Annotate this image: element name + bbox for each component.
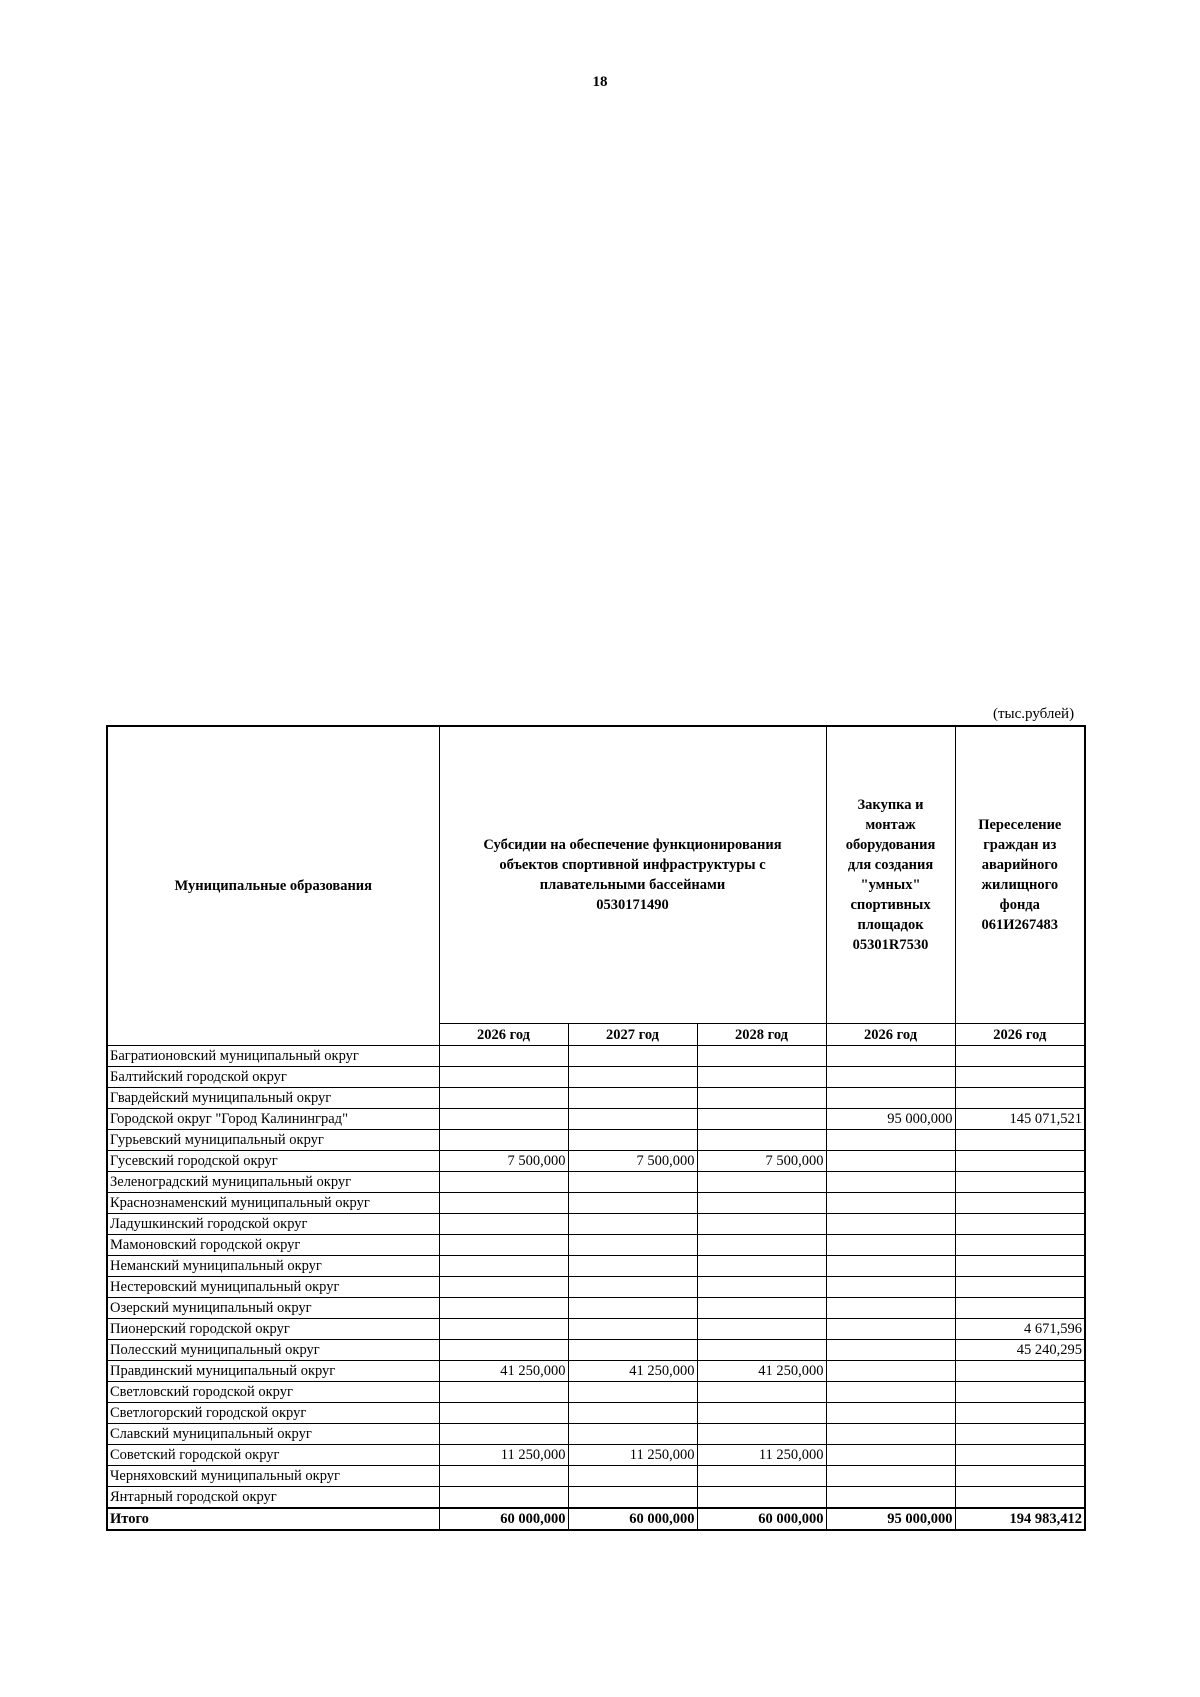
value-cell xyxy=(826,1319,955,1340)
table-row xyxy=(107,1046,1085,1067)
municipality-name: Зеленоградский муниципальный округ xyxy=(107,1172,439,1193)
table-row xyxy=(107,1403,1085,1424)
value-cell xyxy=(826,1046,955,1067)
page-number: 18 xyxy=(592,74,608,90)
table-row xyxy=(107,1109,1085,1130)
value-cell xyxy=(697,1130,826,1151)
value-cell xyxy=(697,1487,826,1509)
value-cell xyxy=(439,1046,568,1067)
municipality-name: Гурьевский муниципальный округ xyxy=(107,1130,439,1151)
value-cell xyxy=(697,1046,826,1067)
municipality-name: Неманский муниципальный округ xyxy=(107,1256,439,1277)
table-row xyxy=(107,1382,1085,1403)
municipality-name: Правдинский муниципальный округ xyxy=(107,1361,439,1382)
value-cell xyxy=(955,1361,1085,1382)
total-row xyxy=(107,1508,1085,1530)
value-cell xyxy=(955,1424,1085,1445)
value-cell xyxy=(568,1424,697,1445)
value-cell xyxy=(439,1298,568,1319)
value-cell xyxy=(568,1067,697,1088)
table-row xyxy=(107,1277,1085,1298)
municipality-name: Озерский муниципальный округ xyxy=(107,1298,439,1319)
value-cell xyxy=(826,1172,955,1193)
value-cell xyxy=(697,1424,826,1445)
value-cell xyxy=(826,1256,955,1277)
value-cell: 4 671,596 xyxy=(955,1319,1085,1340)
value-cell xyxy=(955,1214,1085,1235)
table-row xyxy=(107,1487,1085,1509)
value-cell: 95 000,000 xyxy=(826,1109,955,1130)
table-row xyxy=(107,1424,1085,1445)
table-row xyxy=(107,1151,1085,1172)
value-cell xyxy=(439,1130,568,1151)
value-cell xyxy=(826,1403,955,1424)
municipality-name: Советский городской округ xyxy=(107,1445,439,1466)
value-cell xyxy=(697,1256,826,1277)
value-cell xyxy=(568,1277,697,1298)
value-cell xyxy=(826,1382,955,1403)
value-cell xyxy=(568,1487,697,1509)
value-cell xyxy=(955,1172,1085,1193)
total-value-cell: 60 000,000 xyxy=(697,1508,826,1530)
value-cell xyxy=(568,1088,697,1109)
total-value-cell: 60 000,000 xyxy=(568,1508,697,1530)
table-row xyxy=(107,1235,1085,1256)
value-cell xyxy=(955,1487,1085,1509)
value-cell xyxy=(826,1487,955,1509)
value-cell xyxy=(568,1382,697,1403)
value-cell xyxy=(826,1445,955,1466)
value-cell xyxy=(568,1046,697,1067)
value-cell xyxy=(568,1109,697,1130)
value-cell xyxy=(439,1088,568,1109)
value-cell: 11 250,000 xyxy=(439,1445,568,1466)
header-subsidy-pools: Субсидии на обеспечение функционирования объектов спортивной инфраструктуры с плавательными бассейнами 0530171490 xyxy=(439,726,826,1024)
total-value-cell: 95 000,000 xyxy=(826,1508,955,1530)
value-cell xyxy=(955,1067,1085,1088)
value-cell xyxy=(955,1130,1085,1151)
value-cell xyxy=(439,1340,568,1361)
value-cell xyxy=(826,1130,955,1151)
value-cell xyxy=(568,1214,697,1235)
value-cell xyxy=(568,1403,697,1424)
value-cell xyxy=(568,1256,697,1277)
municipality-name: Балтийский городской округ xyxy=(107,1067,439,1088)
value-cell xyxy=(439,1382,568,1403)
header-year: 2027 год xyxy=(568,1024,697,1046)
table-row xyxy=(107,1067,1085,1088)
value-cell xyxy=(439,1172,568,1193)
value-cell xyxy=(826,1214,955,1235)
value-cell xyxy=(826,1466,955,1487)
value-cell xyxy=(697,1172,826,1193)
municipality-name: Светловский городской округ xyxy=(107,1382,439,1403)
value-cell xyxy=(955,1403,1085,1424)
value-cell xyxy=(697,1277,826,1298)
value-cell: 41 250,000 xyxy=(568,1361,697,1382)
value-cell xyxy=(568,1340,697,1361)
value-cell xyxy=(826,1088,955,1109)
value-cell: 11 250,000 xyxy=(697,1445,826,1466)
value-cell xyxy=(568,1172,697,1193)
value-cell xyxy=(568,1130,697,1151)
table-row xyxy=(107,1256,1085,1277)
value-cell xyxy=(697,1088,826,1109)
value-cell xyxy=(439,1214,568,1235)
value-cell xyxy=(826,1424,955,1445)
value-cell xyxy=(955,1193,1085,1214)
budget-table xyxy=(106,725,1086,1531)
value-cell xyxy=(697,1109,826,1130)
value-cell xyxy=(955,1088,1085,1109)
value-cell xyxy=(439,1487,568,1509)
municipality-name: Нестеровский муниципальный округ xyxy=(107,1277,439,1298)
municipality-name: Гвардейский муниципальный округ xyxy=(107,1088,439,1109)
municipality-name: Полесский муниципальный округ xyxy=(107,1340,439,1361)
value-cell xyxy=(439,1424,568,1445)
value-cell: 7 500,000 xyxy=(697,1151,826,1172)
municipality-name: Городской округ "Город Калининград" xyxy=(107,1109,439,1130)
municipality-name: Пионерский городской округ xyxy=(107,1319,439,1340)
header-resettlement: Переселение граждан из аварийного жилищного фонда 061И267483 xyxy=(955,726,1085,1024)
value-cell xyxy=(955,1235,1085,1256)
total-value-cell: 194 983,412 xyxy=(955,1508,1085,1530)
value-cell xyxy=(439,1193,568,1214)
value-cell xyxy=(955,1046,1085,1067)
value-cell xyxy=(697,1298,826,1319)
table-row xyxy=(107,1319,1085,1340)
header-smart-sites: Закупка и монтаж оборудования для создания "умных" спортивных площадок 05301R7530 xyxy=(826,726,955,1024)
municipality-name: Янтарный городской округ xyxy=(107,1487,439,1509)
table-row xyxy=(107,1298,1085,1319)
value-cell xyxy=(955,1151,1085,1172)
table-row xyxy=(107,1361,1085,1382)
value-cell xyxy=(826,1151,955,1172)
value-cell xyxy=(826,1067,955,1088)
header-year: 2026 год xyxy=(955,1024,1085,1046)
table-row xyxy=(107,1193,1085,1214)
header-municipality: Муниципальные образования xyxy=(107,726,439,1046)
value-cell xyxy=(826,1193,955,1214)
table-row xyxy=(107,1130,1085,1151)
total-label: Итого xyxy=(107,1508,439,1530)
value-cell xyxy=(697,1382,826,1403)
value-cell xyxy=(439,1067,568,1088)
value-cell xyxy=(955,1298,1085,1319)
value-cell: 11 250,000 xyxy=(568,1445,697,1466)
value-cell xyxy=(955,1382,1085,1403)
header-year: 2026 год xyxy=(439,1024,568,1046)
value-cell: 145 071,521 xyxy=(955,1109,1085,1130)
value-cell xyxy=(439,1403,568,1424)
value-cell xyxy=(697,1214,826,1235)
value-cell xyxy=(697,1235,826,1256)
table-body xyxy=(107,1046,1085,1531)
municipality-name: Черняховский муниципальный округ xyxy=(107,1466,439,1487)
value-cell: 7 500,000 xyxy=(568,1151,697,1172)
table-row xyxy=(107,1172,1085,1193)
value-cell xyxy=(826,1340,955,1361)
value-cell xyxy=(568,1235,697,1256)
table-row xyxy=(107,1088,1085,1109)
value-cell xyxy=(826,1277,955,1298)
value-cell xyxy=(439,1277,568,1298)
units-label: (тыс.рублей) xyxy=(993,706,1075,722)
value-cell xyxy=(697,1466,826,1487)
value-cell xyxy=(697,1067,826,1088)
value-cell xyxy=(568,1466,697,1487)
value-cell: 7 500,000 xyxy=(439,1151,568,1172)
value-cell xyxy=(439,1109,568,1130)
municipality-name: Гусевский городской округ xyxy=(107,1151,439,1172)
value-cell xyxy=(697,1403,826,1424)
value-cell xyxy=(439,1319,568,1340)
table-row xyxy=(107,1340,1085,1361)
value-cell xyxy=(955,1445,1085,1466)
municipality-name: Светлогорский городской округ xyxy=(107,1403,439,1424)
value-cell xyxy=(955,1277,1085,1298)
municipality-name: Славский муниципальный округ xyxy=(107,1424,439,1445)
municipality-name: Ладушкинский городской округ xyxy=(107,1214,439,1235)
value-cell xyxy=(826,1361,955,1382)
municipality-name: Мамоновский городской округ xyxy=(107,1235,439,1256)
header-year: 2026 год xyxy=(826,1024,955,1046)
value-cell: 41 250,000 xyxy=(697,1361,826,1382)
table-row xyxy=(107,1445,1085,1466)
value-cell xyxy=(439,1256,568,1277)
value-cell xyxy=(439,1235,568,1256)
value-cell xyxy=(697,1319,826,1340)
value-cell xyxy=(955,1466,1085,1487)
header-year: 2028 год xyxy=(697,1024,826,1046)
value-cell xyxy=(697,1340,826,1361)
value-cell: 45 240,295 xyxy=(955,1340,1085,1361)
value-cell xyxy=(568,1298,697,1319)
value-cell xyxy=(568,1193,697,1214)
value-cell xyxy=(826,1235,955,1256)
value-cell xyxy=(826,1298,955,1319)
municipality-name: Багратионовский муниципальный округ xyxy=(107,1046,439,1067)
value-cell xyxy=(439,1466,568,1487)
total-value-cell: 60 000,000 xyxy=(439,1508,568,1530)
value-cell xyxy=(955,1256,1085,1277)
table-row xyxy=(107,1466,1085,1487)
value-cell: 41 250,000 xyxy=(439,1361,568,1382)
value-cell xyxy=(697,1193,826,1214)
municipality-name: Краснознаменский муниципальный округ xyxy=(107,1193,439,1214)
table-row xyxy=(107,1214,1085,1235)
value-cell xyxy=(568,1319,697,1340)
